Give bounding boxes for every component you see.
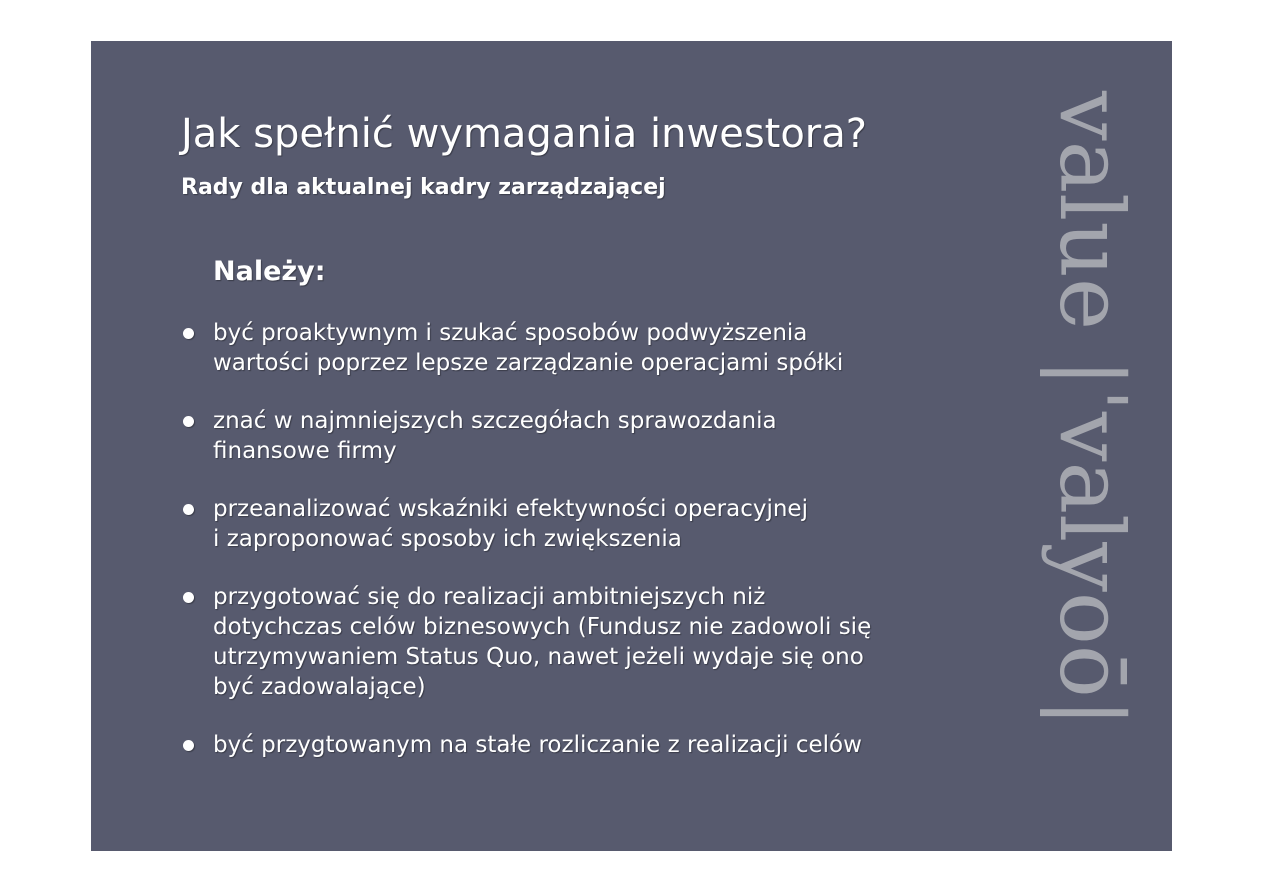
bullet-line: finansowe firmy bbox=[213, 438, 397, 464]
bullet-dot-icon bbox=[183, 740, 194, 751]
bullet-dot-icon bbox=[183, 504, 194, 515]
bullet-line: być proaktywnym i szukać sposobów podwyższenia bbox=[213, 320, 808, 346]
bullet-line: przeanalizować wskaźniki efektywności operacyjnej bbox=[213, 496, 808, 522]
bullet-item bbox=[181, 406, 981, 466]
bullet-line: i zaproponować sposoby ich zwiększenia bbox=[213, 526, 682, 552]
bullet-line: wartości poprzez lepsze zarządzanie operacjami spółki bbox=[213, 350, 844, 376]
bullet-line: przygotować się do realizacji ambitniejszych niż bbox=[213, 584, 766, 610]
bullet-line: być zadowalające) bbox=[213, 674, 426, 700]
bullet-dot-icon bbox=[183, 592, 194, 603]
bullet-line: dotychczas celów biznesowych (Fundusz nie zadowoli się bbox=[213, 614, 872, 640]
bullet-line: utrzymywaniem Status Quo, nawet jeżeli wydaje się ono bbox=[213, 644, 864, 670]
slide-title: Jak spełnić wymagania inwestora? bbox=[181, 111, 867, 157]
bullet-item bbox=[181, 494, 981, 554]
lead-text: Należy: bbox=[213, 256, 326, 287]
bullet-dot-icon bbox=[183, 328, 194, 339]
bullet-dot-icon bbox=[183, 416, 194, 427]
slide-subtitle: Rady dla aktualnej kadry zarządzającej bbox=[181, 175, 666, 200]
bullet-item bbox=[181, 730, 981, 760]
bullet-list bbox=[181, 318, 981, 788]
slide bbox=[91, 41, 1172, 851]
side-word: value |ˈvalyoō| bbox=[1040, 91, 1143, 728]
bullet-line: być przygtowanym na stałe rozliczanie z realizacji celów bbox=[213, 732, 862, 758]
bullet-item bbox=[181, 318, 981, 378]
bullet-line: znać w najmniejszych szczegółach sprawozdania bbox=[213, 408, 777, 434]
bullet-item bbox=[181, 582, 981, 702]
